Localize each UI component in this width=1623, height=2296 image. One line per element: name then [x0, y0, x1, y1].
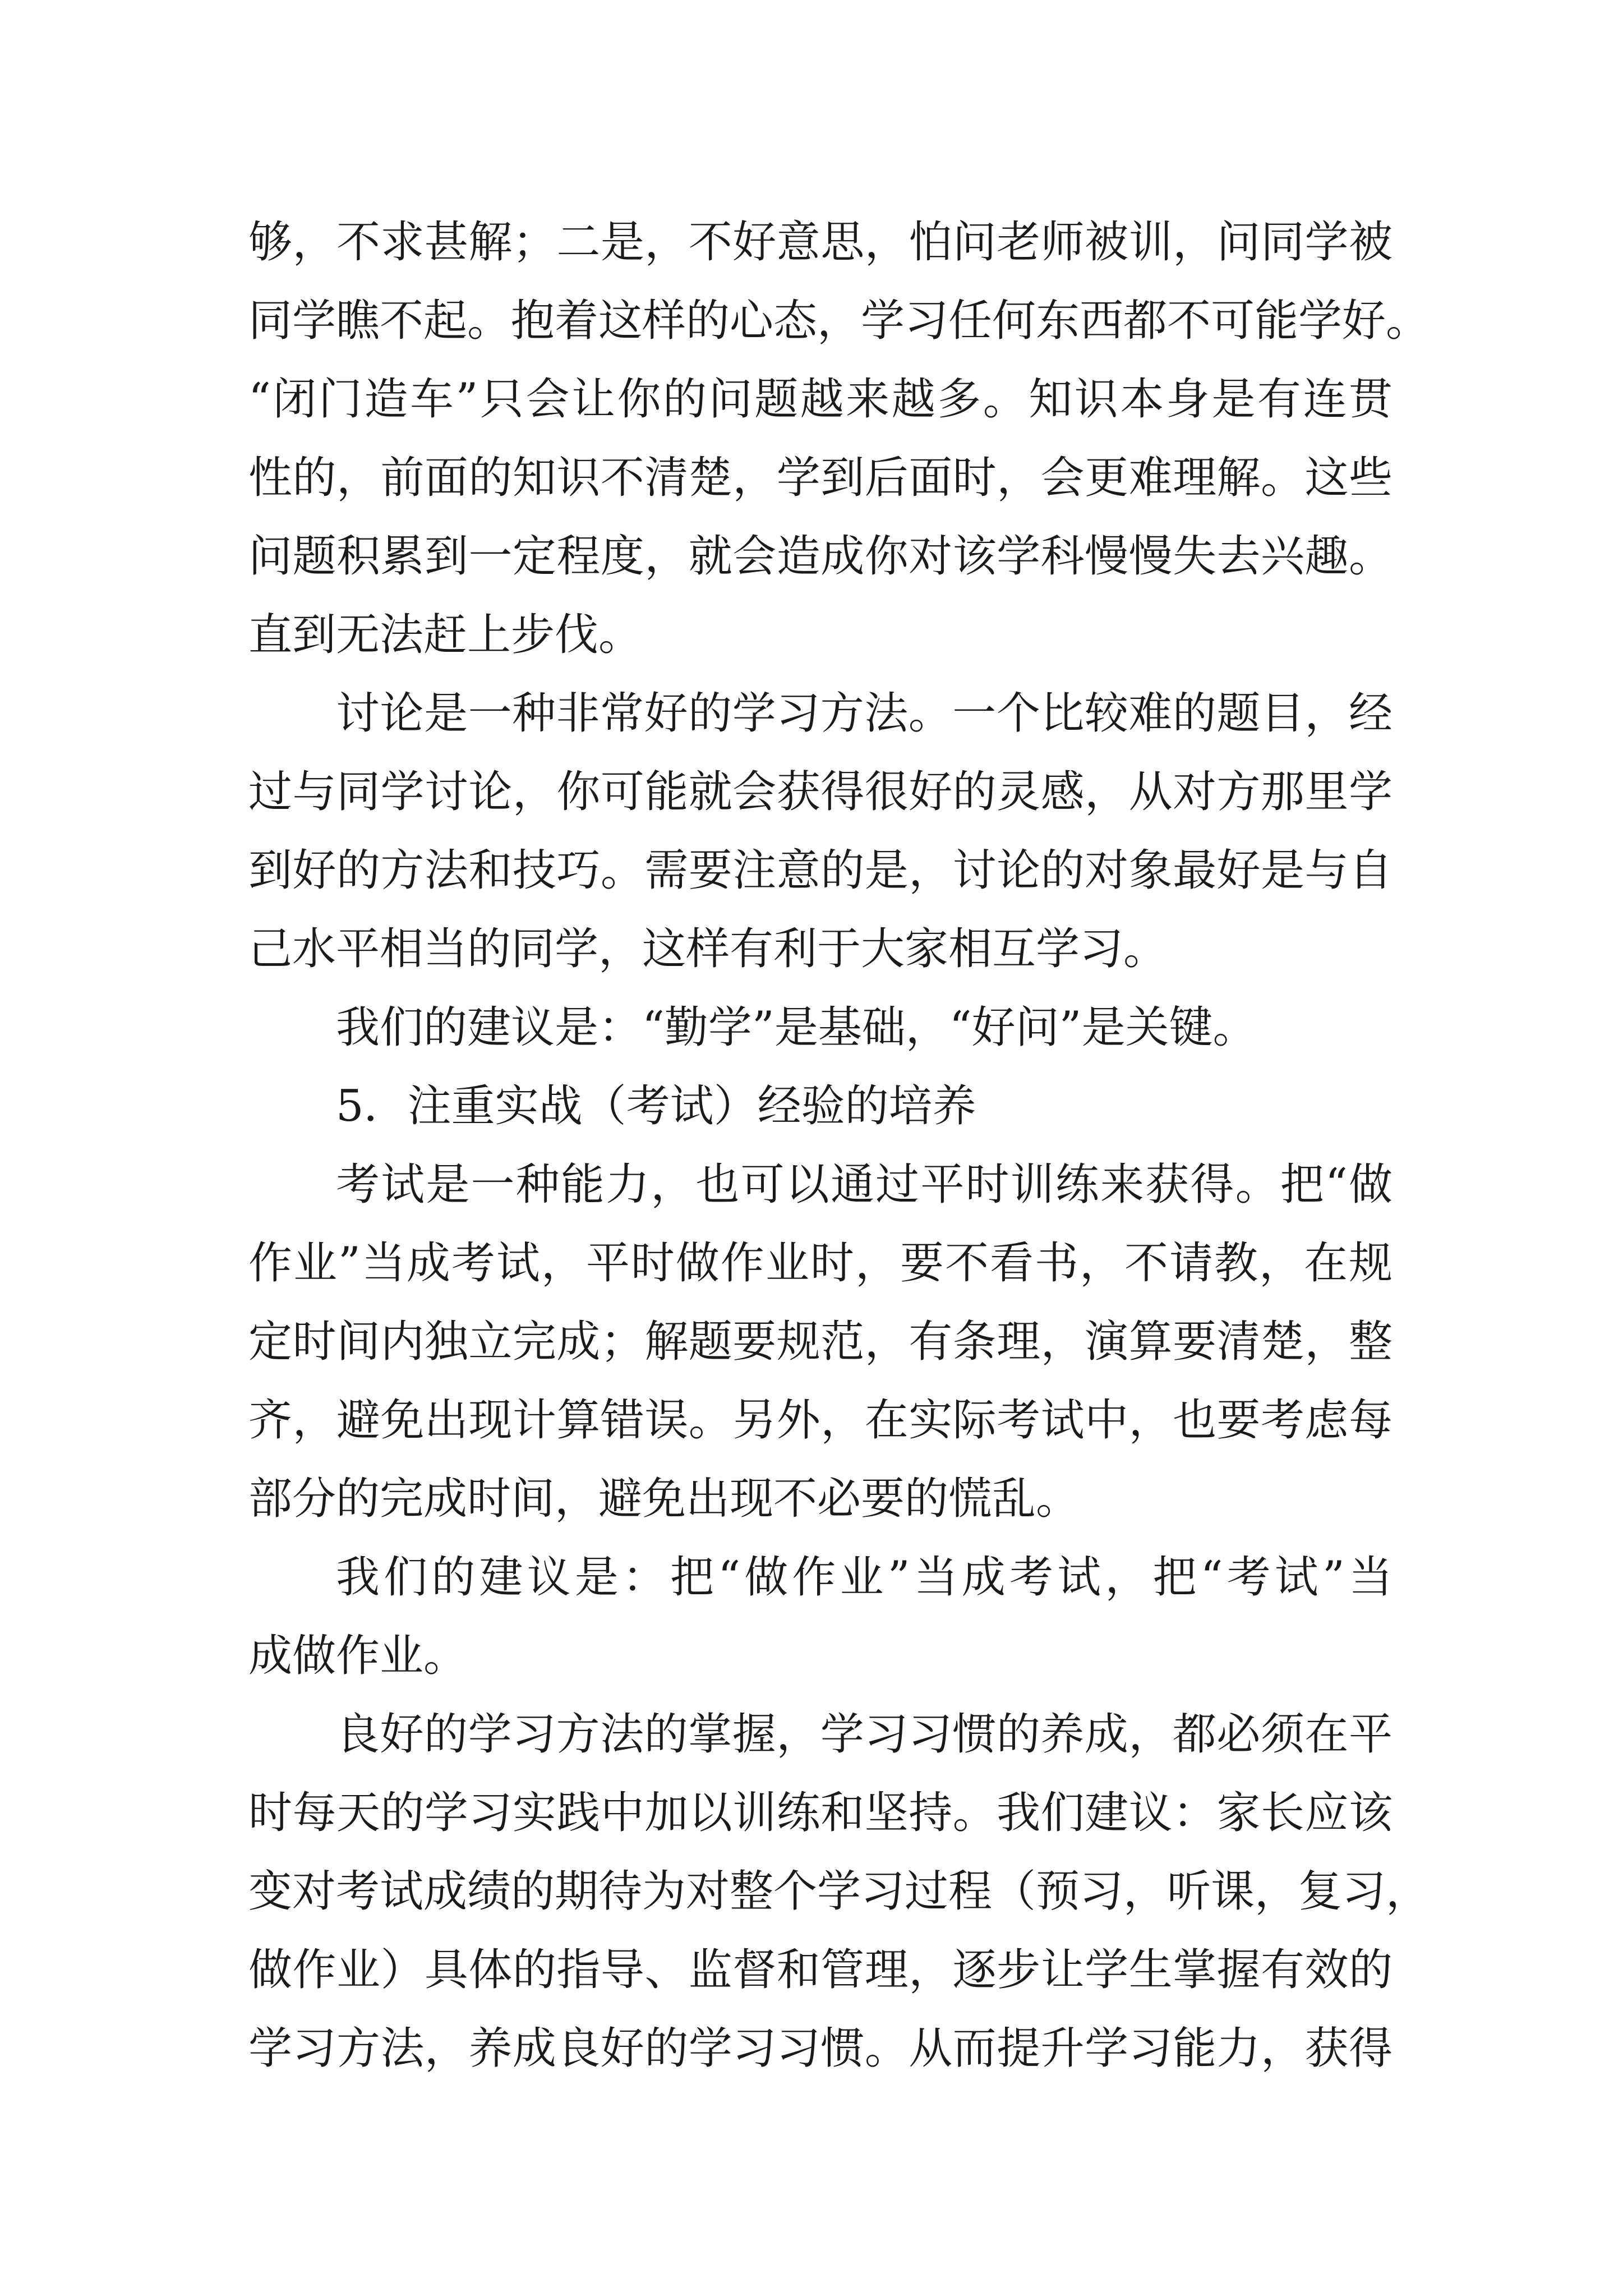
text-line: 齐，避免出现计算错误。另外，在实际考试中，也要考虑每 — [248, 1395, 1393, 1446]
paragraph-exam — [248, 1145, 1393, 1538]
paragraph-advice-1 — [248, 988, 1393, 1067]
text-line: 问题积累到一定程度，就会造成你对该学科慢慢失去兴趣。 — [248, 531, 1393, 582]
text-line: 性的，前面的知识不清楚，学到后面时，会更难理解。这些 — [248, 453, 1393, 503]
text-line: 作业”当成考试，平时做作业时，要不看书，不请教，在规 — [248, 1238, 1393, 1289]
text-line: 我们的建议是：把“做作业”当成考试，把“考试”当 — [336, 1552, 1393, 1603]
text-line: 到好的方法和技巧。需要注意的是，讨论的对象最好是与自 — [248, 845, 1393, 896]
text-line: 同学瞧不起。抱着这样的心态，学习任何东西都不可能学好。 — [248, 296, 1430, 346]
text-line: 考试是一种能力，也可以通过平时训练来获得。把“做 — [336, 1159, 1393, 1210]
text-line: 过与同学讨论，你可能就会获得很好的灵感，从对方那里学 — [248, 767, 1393, 817]
text-line: 部分的完成时间，避免出现不必要的慌乱。 — [248, 1474, 1080, 1524]
section-heading — [248, 1067, 1393, 1145]
body-text — [248, 203, 1430, 2088]
text-line: 成做作业。 — [248, 1631, 468, 1681]
text-line: 时每天的学习实践中加以训练和坚持。我们建议：家长应该 — [248, 1788, 1393, 1838]
text-line: 变对考试成绩的期待为对整个学习过程（预习，听课，复习， — [248, 1866, 1430, 1917]
paragraph-conclusion — [248, 1695, 1430, 2088]
text-line: 讨论是一种非常好的学习方法。一个比较难的题目，经 — [336, 688, 1393, 739]
paragraph-continuation — [248, 203, 1430, 674]
text-line: “闭门造车”只会让你的问题越来越多。知识本身是有连贯 — [248, 374, 1393, 425]
text-line: 直到无法赶上步伐。 — [248, 610, 643, 660]
text-line: 己水平相当的同学，这样有利于大家相互学习。 — [248, 924, 1168, 974]
paragraph-discussion — [248, 674, 1393, 988]
text-line: 学习方法，养成良好的学习习惯。从而提升学习能力，获得 — [248, 2023, 1393, 2074]
heading-text: 5．注重实战（考试）经验的培养 — [336, 1081, 976, 1131]
text-line: 做作业）具体的指导、监督和管理，逐步让学生掌握有效的 — [248, 1945, 1393, 1995]
paragraph-advice-2 — [248, 1538, 1393, 1695]
text-line: 我们的建议是：“勤学”是基础，“好问”是关键。 — [336, 1002, 1257, 1053]
text-line: 够，不求甚解；二是，不好意思，怕问老师被训，问同学被 — [248, 217, 1393, 268]
text-line: 良好的学习方法的掌握，学习习惯的养成，都必须在平 — [336, 1709, 1393, 1760]
text-line: 定时间内独立完成；解题要规范，有条理，演算要清楚，整 — [248, 1317, 1393, 1367]
